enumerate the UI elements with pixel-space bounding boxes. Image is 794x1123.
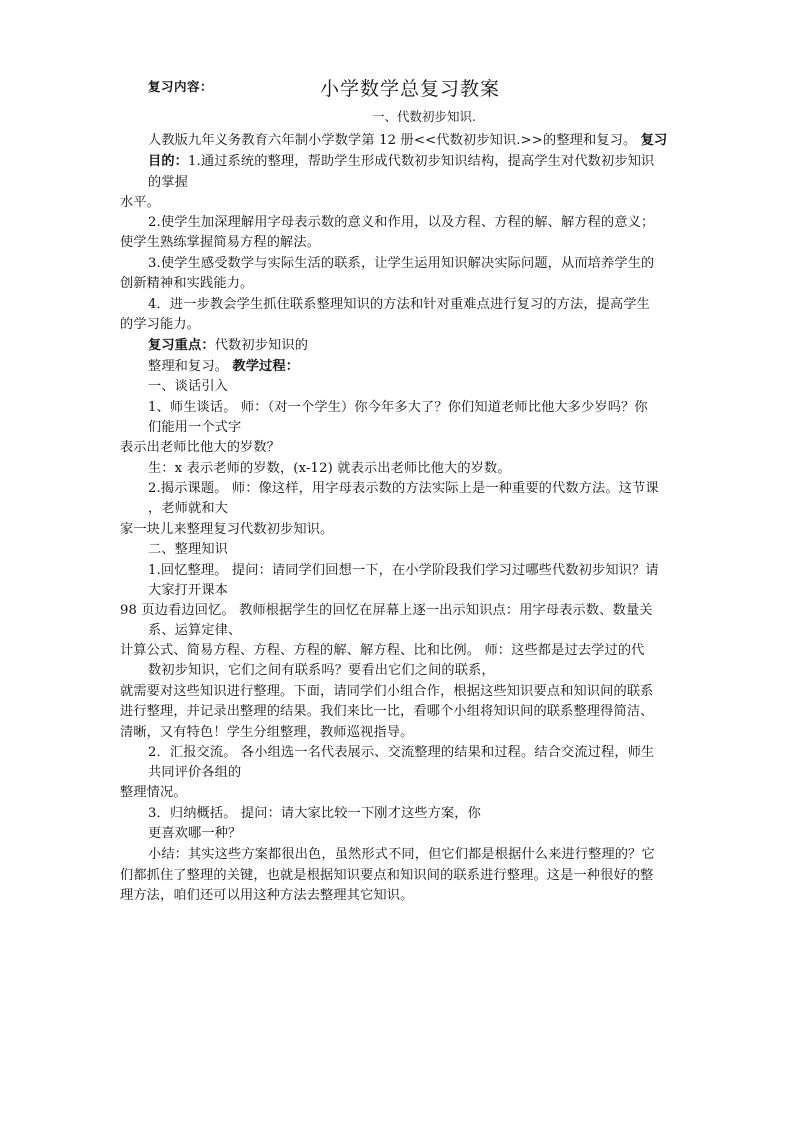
section-subtitle: 一、代数初步知识. [372,109,476,124]
text-line: 2.使学生加深理解用字母表示数的意义和作用，以及方程、方程的解、解方程的意义； [148,215,655,230]
text-line: ，老师就和大 [148,501,229,516]
text-line: 生：x 表示老师的岁数，(x-12) 就表示出老师比他大的岁数。 [148,461,511,476]
text-line: 共同评价各组的 [148,765,242,780]
text-line: 的学习能力。 [120,317,201,332]
text-line: 使学生熟练掌握简易方程的解法。 [120,235,321,250]
text-line: 整理和复习。 教学过程： [148,359,300,374]
text-line: 人教版九年义务教育六年制小学数学第 12 册<<代数初步知识.>>的整理和复习。 复习 [148,133,668,148]
page-title: 小学数学总复习教案 [320,78,501,100]
text-line: 2．汇报交流。 各小组选一名代表展示、交流整理的结果和过程。结合交流过程，师生 [148,745,655,760]
text-line: 1.回忆整理。 提问：请同学们回想一下，在小学阶段我们学习过哪些代数初步知识？请 [148,563,659,578]
teaching-process-label: 教学过程： [232,359,300,374]
text-line: 4．进一步教会学生抓住联系整理知识的方法和针对重难点进行复习的方法，提高学生 [148,297,651,312]
review-content-label: 复习内容： [148,79,214,94]
text-line: 3．归纳概括。 提问：请大家比较一下刚才这些方案，你 [148,806,481,821]
text-line: 小结：其实这些方案都很出色，虽然形式不同，但它们都是根据什么来进行整理的？它 [148,847,655,862]
text-line: 创新精神和实践能力。 [120,276,254,291]
review-goal-label: 复习 [640,133,668,148]
text-line: 清晰，又有特色！学生分组整理，教师巡视指导。 [120,725,414,740]
text-line: 整理情况。 [120,785,187,800]
text-line: 2.揭示课题。 师：像这样，用字母表示数的方法实际上是一种重要的代数方法。这节课 [148,481,659,496]
text-line: 系、运算定律、 [148,623,242,638]
section-heading: 一、谈话引入 [148,379,229,394]
text-line: 们能用一个式字 [148,420,242,435]
text-line: 们都抓住了整理的关键，也就是根据知识要点和知识间的联系进行整理。这是一种很好的整 [120,868,654,883]
text-line: 就需要对这些知识进行整理。下面，请同学们小组合作，根据这些知识要点和知识间的联系 [120,684,654,699]
review-goal-label-cont: 目的： [148,154,189,169]
text-line: 家一块儿来整理复习代数初步知识。 [120,522,334,537]
text-line: 1、师生谈话。 师：（对一个学生）你今年多大了？你们知道老师比他大多少岁吗？你 [148,400,648,415]
text-line: 复习重点：代数初步知识的 [148,338,309,353]
text-line: 计算公式、简易方程、方程、方程的解、解方程、比和比例。 师：这些都是过去学过的代 [120,643,645,658]
text-line: 大家打开课本 [148,583,229,598]
text-line: 表示出老师比他大的岁数？ [120,440,281,455]
text-line: 的掌握 [148,175,189,190]
text-line: 进行整理，并记录出整理的结果。我们来比一比，看哪个小组将知识间的联系整理得简洁、 [120,704,654,719]
review-focus-label: 复习重点： [148,338,215,353]
text-line: 目的：1.通过系统的整理，帮助学生形成代数初步知识结构，提高学生对代数初步知识 [148,154,655,169]
text-line: 更喜欢哪一种？ [148,826,242,841]
text-line: 水平。 [120,195,161,210]
text-line: 理方法，咱们还可以用这种方法去整理其它知识。 [120,888,414,903]
section-heading: 二、整理知识 [148,542,229,557]
text-line: 98 页边看边回忆。 教师根据学生的回忆在屏幕上逐一出示知识点：用字母表示数、数量关 [120,603,653,618]
text-line: 数初步知识，它们之间有联系吗？要看出它们之间的联系， [148,663,495,678]
text-line: 3.使学生感受数学与实际生活的联系，让学生运用知识解决实际问题，从而培养学生的 [148,256,655,271]
